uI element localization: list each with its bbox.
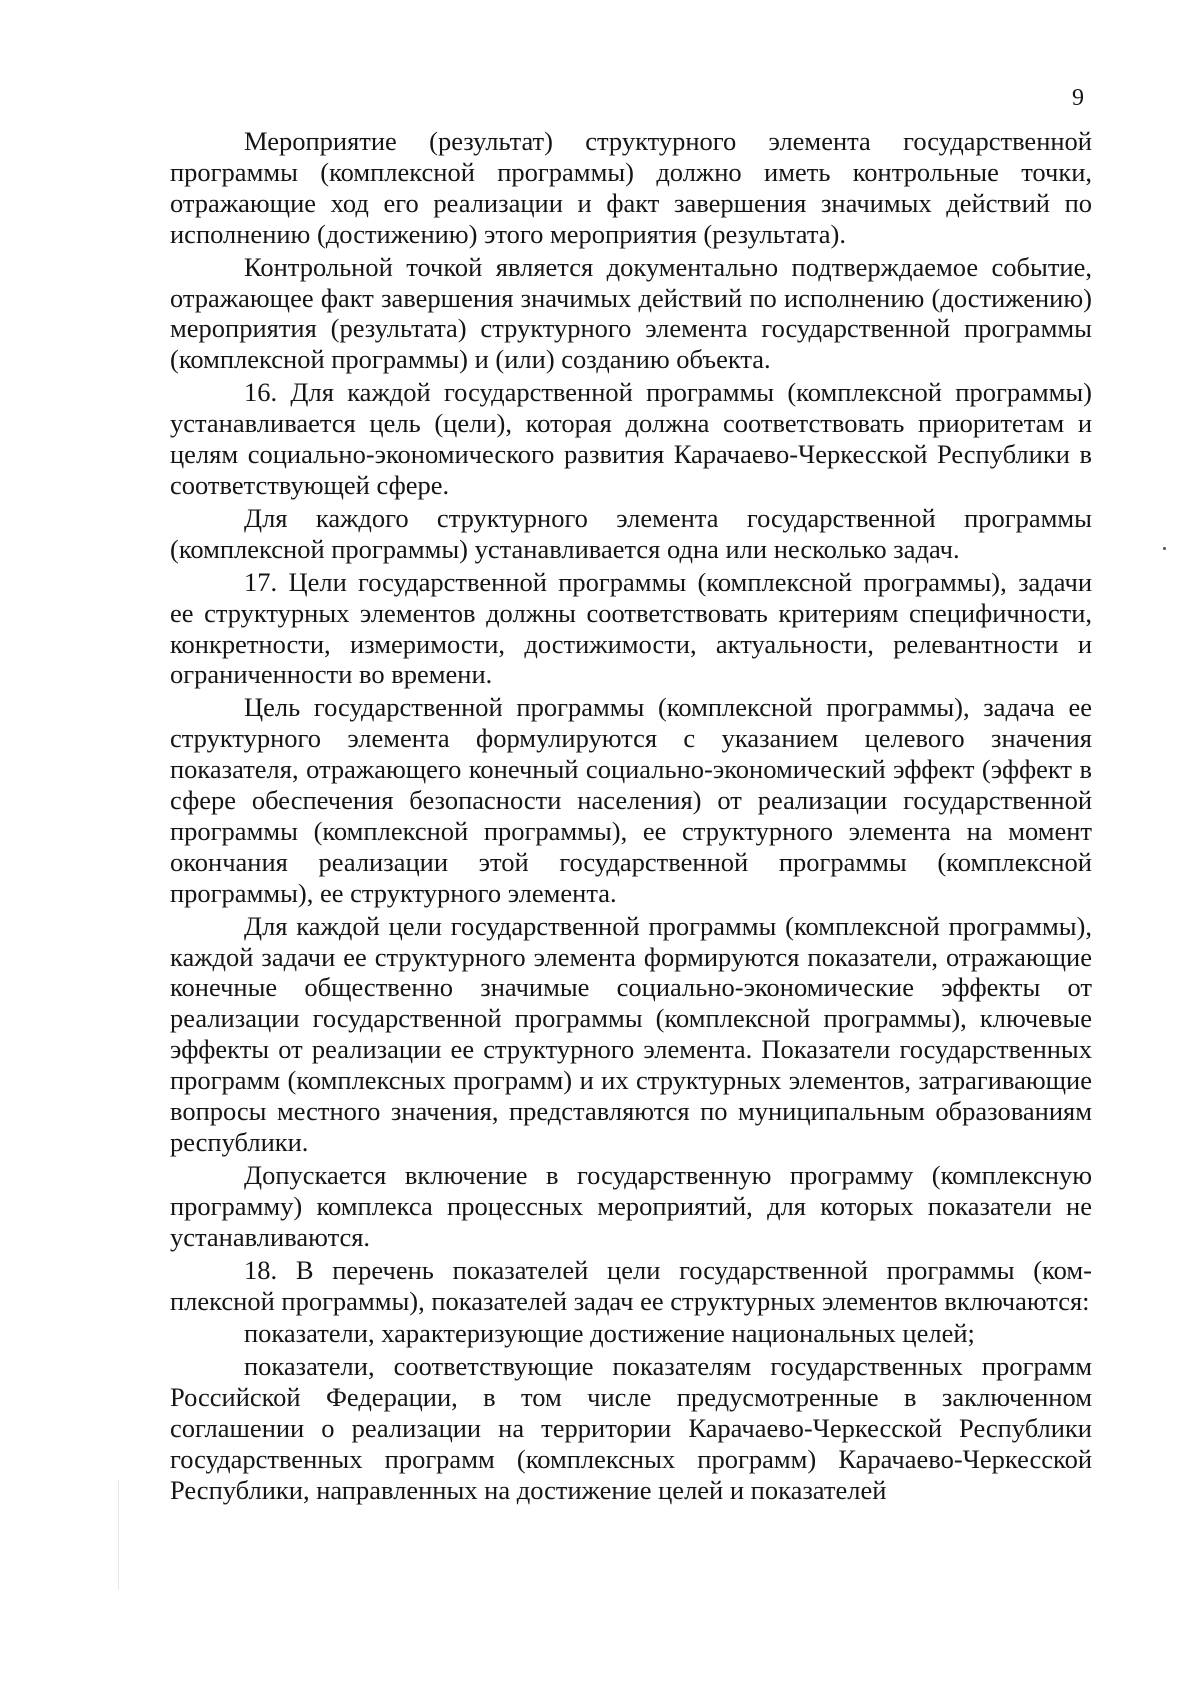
paragraph-structural-element-tasks: Для каждого структурного элемента государственной программы (комплексной программы) устанавливается одна или несколько задач. — [170, 502, 1092, 564]
paragraph-control-point-definition: Контрольной точкой является документально подтверждаемое событие, отражающее факт завершения значимых действий по исполнению (достижению) мероприятия (результата) структурного элемента государственной программы (комплексной программы) и (или) созданию объекта. — [170, 251, 1092, 375]
paragraph-indicators-formation: Для каждой цели государственной программы (комплексной программы), каждой задачи ее структурного элемента формируются показатели, отражающие конечные общественно значимые социально-экономические эффекты от реализации государственной программы (комплексной программы), ключевые эффекты от реализации ее структурного элемента. Показатели государственных программ (комплексных программ) и их структурных элементов, затрагивающие вопросы местного значения, представляются по муниципальным образованиям республики. — [170, 910, 1092, 1157]
paragraph-17-goal-criteria: 17. Цели государственной программы (комплексной программы), задачи ее структурных элементов должны соответствовать критериям специфичности, конкретности, измеримости, достижимости, актуальности, релевантности и ограниченности во времени. — [170, 566, 1092, 690]
body-text — [170, 126, 1092, 1506]
paragraph-control-points-requirement: Мероприятие (результат) структурного элемента государственной программы (комплексной программы) должно иметь контрольные точки, отражающие ход его реализации и факт завершения значимых действий по исполнению (достижению) этого мероприятия (результата). — [170, 126, 1092, 249]
scan-margin-line — [118, 1480, 119, 1590]
paragraph-18-indicators-list: 18. В перечень показателей цели государственной программы (комплексной программы), показателей задач ее структурных элементов включаются: — [170, 1254, 1092, 1316]
scan-speck — [1163, 547, 1166, 550]
page-number: 9 — [1072, 85, 1084, 111]
list-item-national-goals: показатели, характеризующие достижение национальных целей; — [244, 1318, 975, 1349]
paragraph-goal-formulation: Цель государственной программы (комплексной программы), задача ее структурного элемента формулируются с указанием целевого значения показателя, отражающего конечный социально-экономический эффект (эффект в сфере обеспечения безопасности населения) от реализации государственной программы (комплексной программы), ее структурного элемента на момент окончания реализации этой государственной программы (комплексной программы), ее структурного элемента. — [170, 692, 1092, 908]
paragraph-process-activities: Допускается включение в государственную программу (комплексную программу) комплекса процессных мероприятий, для которых показатели не устанавливаются. — [170, 1159, 1092, 1252]
paragraph-16-program-goal: 16. Для каждой государственной программы (комплексной программы) устанавливается цель (цели), которая должна соответствовать приоритетам и целям социально-экономического развития Карачаево-Черкесской Республики в соответствующей сфере. — [170, 377, 1092, 500]
list-item-federal-programs: показатели, соответствующие показателям государственных программ Российской Федерации, в том числе предусмотренные в заключенном соглашении о реализации на территории Карачаево-Черкесской Республики государственных программ (комплексных программ) Карачаево-Черкесской Республики, направленных на достижение целей и показателей — [170, 1351, 1092, 1505]
